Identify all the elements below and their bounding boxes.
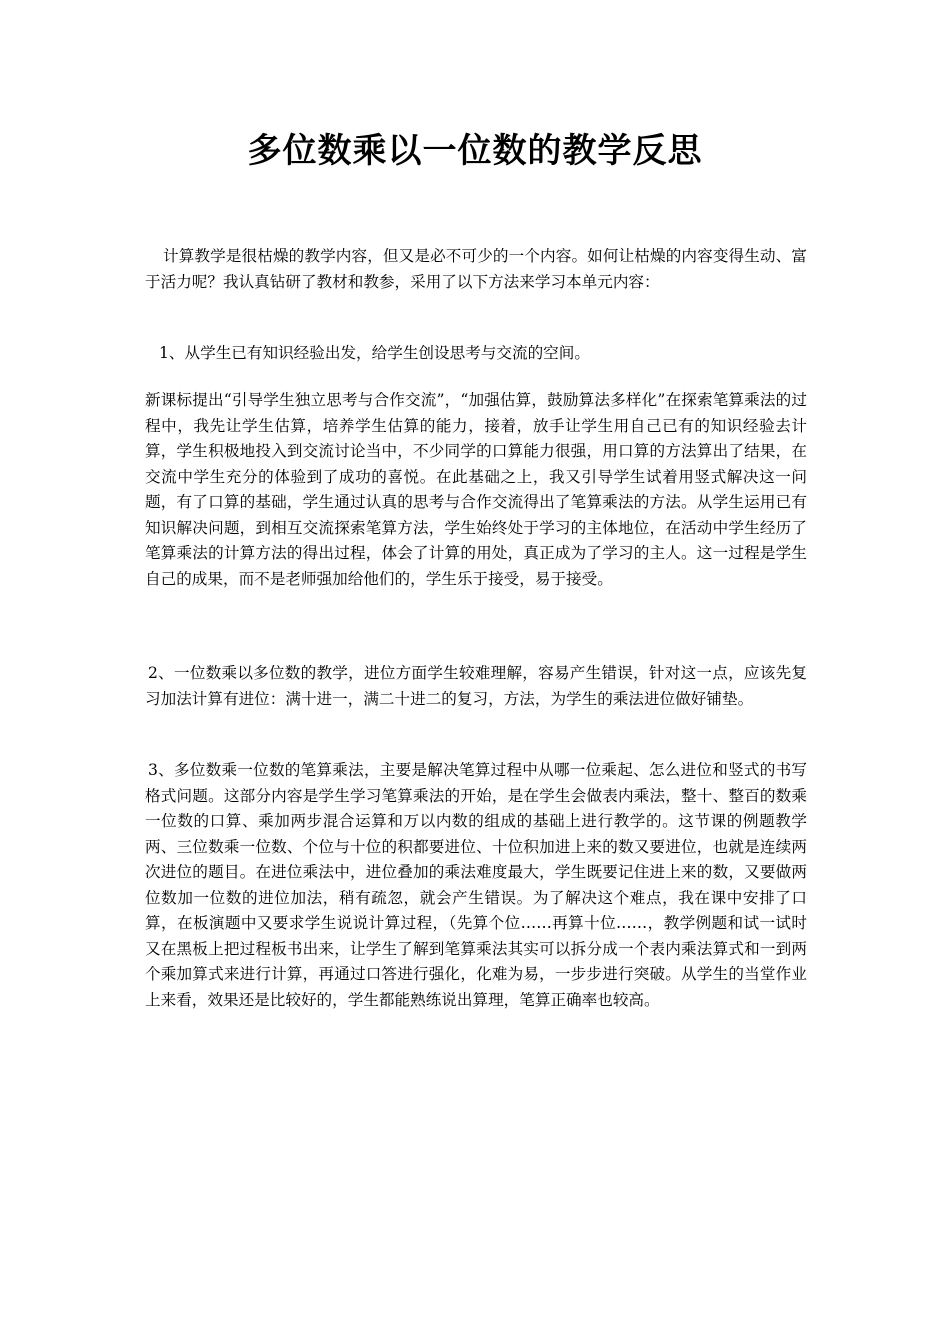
document-title: 多位数乘以一位数的教学反思 <box>247 131 703 171</box>
section-3-paragraph: 3、多位数乘一位数的笔算乘法，主要是解决笔算过程中从哪一位乘起、怎么进位和竖式的书写格式问题。这部分内容是学生学习笔算乘法的开始，是在学生会做表内乘法，整十、整百的数乘一位数的口算、乘加两步混合运算和万以内数的组成的基础上进行教学的。这节课的例题教学两、三位数乘一位数、个位与十位的积都要进位、十位积加进上来的数又要进位，也就是连续两次进位的题目。在进位乘法中，进位叠加的乘法难度最大，学生既要记住进上来的数，又要做两位数加一位数的进位加法，稍有疏忽，就会产生错误。为了解决这个难点，我在课中安排了口算，在板演题中又要求学生说说计算过程，（先算个位……再算十位……，教学例题和试一试时又在黑板上把过程板书出来，让学生了解到笔算乘法其实可以拆分成一个表内乘法算式和一到两个乘加算式来进行计算，再通过口答进行强化，化难为易，一步步进行突破。从学生的当堂作业上来看，效果还是比较好的，学生都能熟练说出算理，笔算正确率也较高。 <box>145 761 807 1009</box>
section-2-paragraph: 2、一位数乘以多位数的教学，进位方面学生较难理解，容易产生错误，针对这一点，应该先复习加法计算有进位：满十进一，满二十进二的复习，方法，为学生的乘法进位做好铺垫。 <box>145 664 807 708</box>
section-1-heading: 1、从学生已有知识经验出发，给学生创设思考与交流的空间。 <box>159 344 590 362</box>
intro-paragraph: 计算教学是很枯燥的教学内容，但又是必不可少的一个内容。如何让枯燥的内容变得生动、富于活力呢？我认真钻研了教材和教参，采用了以下方法来学习本单元内容： <box>145 247 807 291</box>
section-1-paragraph: 新课标提出“引导学生独立思考与合作交流”，“加强估算，鼓励算法多样化”在探索笔算乘法的过程中，我先让学生估算，培养学生估算的能力，接着，放手让学生用自己已有的知识经验去计算，学生积极地投入到交流讨论当中，不少同学的口算能力很强，用口算的方法算出了结果，在交流中学生充分的体验到了成功的喜悦。在此基础之上，我又引导学生试着用竖式解决这一问题，有了口算的基础，学生通过认真的思考与合作交流得出了笔算乘法的方法。从学生运用已有知识解决问题，到相互交流探索笔算方法，学生始终处于学习的主体地位，在活动中学生经历了笔算乘法的计算方法的得出过程，体会了计算的用处，真正成为了学习的主人。这一过程是学生自己的成果，而不是老师强加给他们的，学生乐于接受，易于接受。 <box>145 391 807 588</box>
